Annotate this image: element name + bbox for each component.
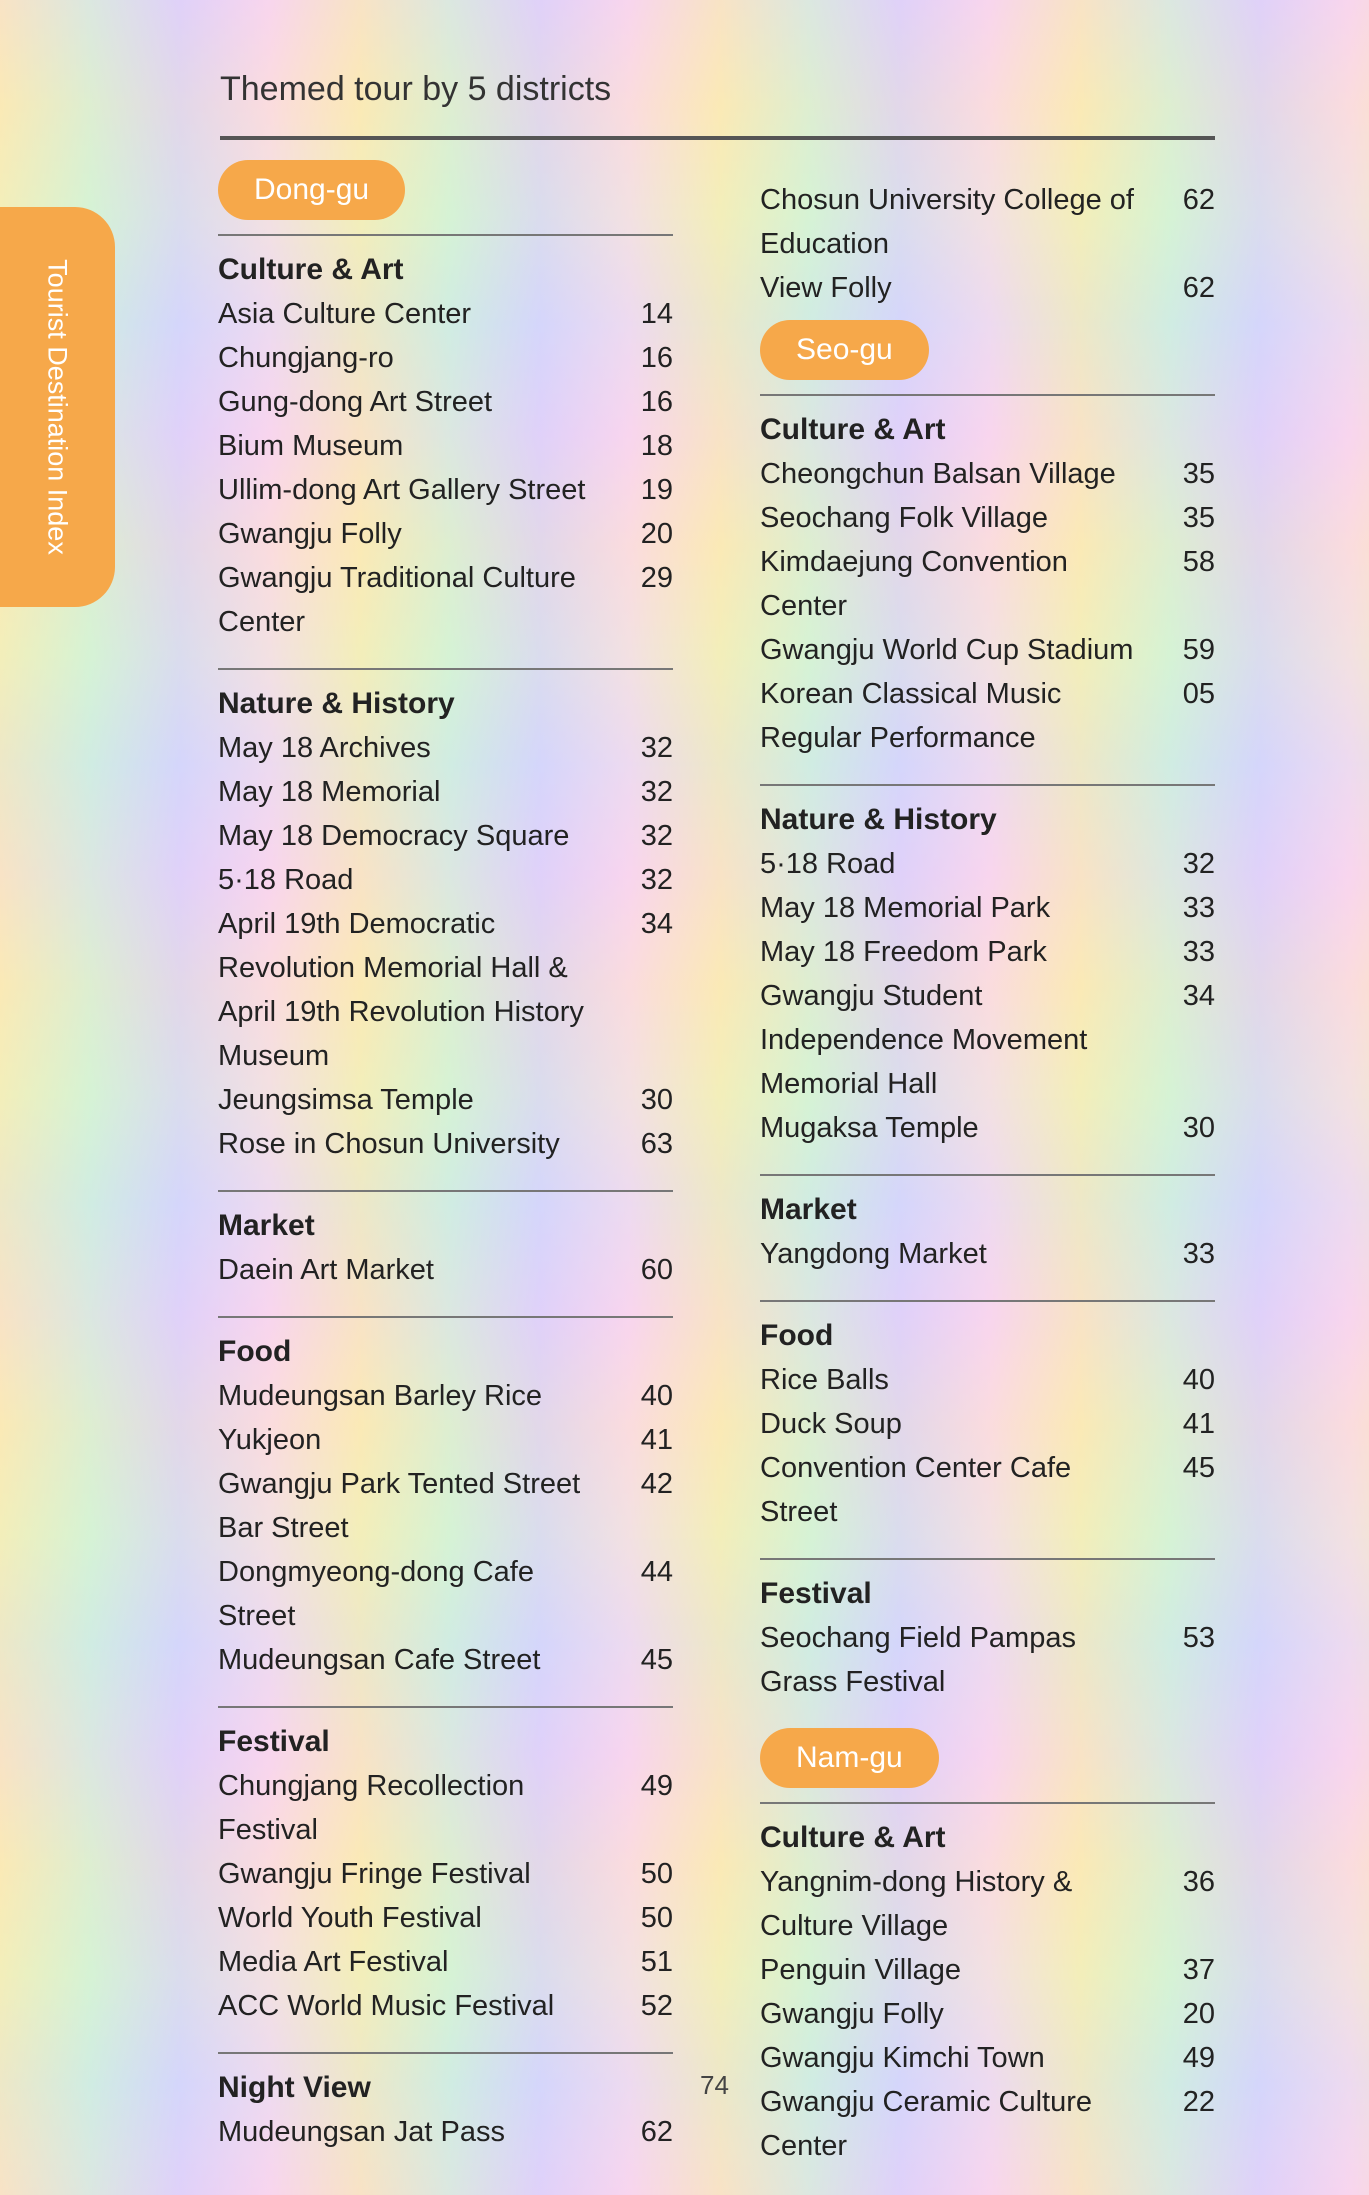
index-entry[interactable] [218, 556, 673, 644]
entry-name: Korean Classical Music Regular Performance [760, 678, 1062, 754]
entry-page-number: 51 [640, 1946, 673, 1978]
index-entry[interactable] [760, 2080, 1215, 2168]
category-title: Culture & Art [760, 413, 946, 446]
category-title: Festival [760, 1577, 872, 1610]
index-entry[interactable] [760, 1992, 1215, 2036]
entry-page-number: 59 [1182, 634, 1215, 666]
entry-page-number: 37 [1182, 1954, 1215, 1986]
entry-page-number: 62 [1182, 184, 1215, 216]
category-title: Nature & History [218, 687, 455, 720]
page-number: 74 [700, 2070, 729, 2100]
index-entry[interactable] [760, 930, 1215, 974]
entry-page-number: 35 [1182, 502, 1215, 534]
index-entry[interactable] [218, 1462, 673, 1550]
index-entry[interactable] [760, 886, 1215, 930]
entry-name: Kimdaejung Convention Center [760, 546, 1068, 622]
entry-name: Dongmyeong-dong Cafe Street [218, 1556, 534, 1632]
entry-name: Yangnim-dong History & Culture Village [760, 1866, 1073, 1942]
category-block [760, 786, 1215, 1176]
entry-page-number: 29 [640, 562, 673, 594]
entry-page-number: 32 [640, 820, 673, 852]
index-entry[interactable] [218, 1852, 673, 1896]
entry-page-number: 32 [640, 864, 673, 896]
index-entry[interactable] [218, 1550, 673, 1638]
entry-page-number: 49 [1182, 2042, 1215, 2074]
entry-page-number: 62 [640, 2116, 673, 2148]
entry-page-number: 34 [640, 908, 673, 940]
entry-page-number: 41 [1182, 1408, 1215, 1440]
entry-name: Gwangju Folly [760, 1998, 944, 2030]
index-entry[interactable] [218, 380, 673, 424]
entry-name: Yukjeon [218, 1424, 322, 1456]
entry-page-number: 33 [1182, 892, 1215, 924]
index-entry[interactable] [760, 842, 1215, 886]
entry-name: View Folly [760, 272, 892, 304]
index-entry[interactable] [218, 1764, 673, 1852]
entry-name: Jeungsimsa Temple [218, 1084, 474, 1116]
entry-name: Convention Center Cafe Street [760, 1452, 1072, 1528]
entry-name: Mudeungsan Cafe Street [218, 1644, 541, 1676]
entry-name: Bium Museum [218, 430, 404, 462]
entry-name: Chungjang-ro [218, 342, 394, 374]
entry-page-number: 14 [640, 298, 673, 330]
entry-page-number: 20 [640, 518, 673, 550]
entry-name: May 18 Memorial [218, 776, 441, 808]
entry-page-number: 33 [1182, 1238, 1215, 1270]
entry-page-number: 19 [640, 474, 673, 506]
entry-page-number: 32 [640, 732, 673, 764]
entry-name: Chosun University College of Education [760, 184, 1134, 260]
entry-name: Gwangju World Cup Stadium [760, 634, 1134, 666]
dong-gu-categories [218, 236, 673, 2178]
entry-name: Duck Soup [760, 1408, 902, 1440]
entry-page-number: 36 [1182, 1866, 1215, 1898]
entry-page-number: 44 [640, 1556, 673, 1588]
entry-page-number: 53 [1182, 1622, 1215, 1654]
seo-gu-categories [760, 396, 1215, 1728]
side-tab-label: Tourist Destination Index [42, 259, 73, 555]
entry-page-number: 32 [1182, 848, 1215, 880]
entry-page-number: 16 [640, 386, 673, 418]
entry-name: Seochang Field Pampas Grass Festival [760, 1622, 1076, 1698]
category-title: Culture & Art [218, 253, 404, 286]
entry-name: Gung-dong Art Street [218, 386, 493, 418]
entry-name: ACC World Music Festival [218, 1990, 555, 2022]
entry-name: Gwangju Student Independence Movement Memorial Hall [760, 980, 1088, 1100]
index-entry[interactable] [218, 1896, 673, 1940]
entry-page-number: 45 [1182, 1452, 1215, 1484]
index-entry[interactable] [218, 512, 673, 556]
index-entry[interactable] [218, 902, 673, 1078]
entry-page-number: 05 [1182, 678, 1215, 710]
entry-page-number: 42 [640, 1468, 673, 1500]
entry-page-number: 62 [1182, 272, 1215, 304]
entry-name: Mugaksa Temple [760, 1112, 979, 1144]
category-title: Food [218, 1335, 292, 1368]
category-title: Culture & Art [760, 1821, 946, 1854]
entry-name: World Youth Festival [218, 1902, 482, 1934]
entry-page-number: 40 [1182, 1364, 1215, 1396]
entry-name: Gwangju Park Tented Street Bar Street [218, 1468, 581, 1544]
entry-name: Chungjang Recollection Festival [218, 1770, 525, 1846]
index-entry[interactable] [760, 1860, 1215, 1948]
category-block [218, 1192, 673, 1318]
index-entry[interactable] [218, 1984, 673, 2028]
index-entry[interactable] [218, 770, 673, 814]
category-title: Nature & History [760, 803, 997, 836]
category-block [218, 236, 673, 670]
entry-name: Rice Balls [760, 1364, 889, 1396]
entry-page-number: 34 [1182, 980, 1215, 1012]
index-entry[interactable] [760, 178, 1215, 266]
index-entry[interactable] [218, 1374, 673, 1418]
index-entry[interactable] [218, 726, 673, 770]
category-block [760, 1560, 1215, 1728]
index-entry[interactable] [218, 2110, 673, 2154]
category-block [218, 670, 673, 1192]
index-entry[interactable] [760, 1232, 1215, 1276]
entry-name: Rose in Chosun University [218, 1128, 560, 1160]
entry-name: Yangdong Market [760, 1238, 987, 1270]
continued-list [760, 178, 1215, 320]
category-title: Market [218, 1209, 315, 1242]
entry-page-number: 49 [640, 1770, 673, 1802]
entry-page-number: 52 [640, 1990, 673, 2022]
category-title: Food [760, 1319, 834, 1352]
entry-page-number: 63 [640, 1128, 673, 1160]
index-entry[interactable] [218, 1248, 673, 1292]
index-entry[interactable] [218, 336, 673, 380]
entry-name: May 18 Archives [218, 732, 431, 764]
entry-name: Gwangju Ceramic Culture Center [760, 2086, 1093, 2162]
title-rule [220, 136, 1215, 140]
page-title: Themed tour by 5 districts [220, 70, 612, 108]
side-index-tab[interactable] [0, 207, 115, 607]
entry-name: 5·18 Road [760, 848, 896, 880]
index-entry[interactable] [760, 496, 1215, 540]
district-pill-nam-gu: Nam-gu [760, 1728, 939, 1788]
entry-page-number: 18 [640, 430, 673, 462]
category-block [218, 2054, 673, 2178]
index-entry[interactable] [760, 974, 1215, 1106]
category-block [218, 1708, 673, 2054]
index-entry[interactable] [218, 468, 673, 512]
index-entry[interactable] [218, 1940, 673, 1984]
entry-name: Mudeungsan Jat Pass [218, 2116, 505, 2148]
nam-gu-categories [760, 1804, 1215, 2192]
entry-page-number: 40 [640, 1380, 673, 1412]
category-block [760, 1804, 1215, 2192]
entry-name: Penguin Village [760, 1954, 962, 1986]
entry-page-number: 35 [1182, 458, 1215, 490]
index-entry[interactable] [760, 1402, 1215, 1446]
left-column [218, 160, 673, 2178]
category-block [760, 1302, 1215, 1560]
entry-name: Gwangju Fringe Festival [218, 1858, 531, 1890]
entry-page-number: 32 [640, 776, 673, 808]
category-title: Festival [218, 1725, 330, 1758]
index-entry[interactable] [760, 1106, 1215, 1150]
entry-name: 5·18 Road [218, 864, 354, 896]
index-entry[interactable] [760, 1948, 1215, 1992]
index-entry[interactable] [760, 266, 1215, 310]
index-entry[interactable] [218, 1418, 673, 1462]
entry-page-number: 33 [1182, 936, 1215, 968]
entry-name: Daein Art Market [218, 1254, 434, 1286]
category-block [760, 1176, 1215, 1302]
entry-name: May 18 Democracy Square [218, 820, 570, 852]
entry-page-number: 60 [640, 1254, 673, 1286]
entry-name: April 19th Democratic Revolution Memorial Hall & April 19th Revolution History Museum [218, 908, 584, 1072]
entry-page-number: 58 [1182, 546, 1215, 578]
index-entry[interactable] [760, 1616, 1215, 1704]
index-entry[interactable] [760, 540, 1215, 628]
index-entry[interactable] [218, 1078, 673, 1122]
index-entry[interactable] [218, 292, 673, 336]
index-entry[interactable] [760, 1358, 1215, 1402]
category-block [218, 1318, 673, 1708]
entry-name: Gwangju Kimchi Town [760, 2042, 1045, 2074]
category-title: Night View [218, 2071, 371, 2104]
entry-name: May 18 Freedom Park [760, 936, 1047, 968]
entry-page-number: 16 [640, 342, 673, 374]
category-block [760, 396, 1215, 786]
entry-name: Seochang Folk Village [760, 502, 1049, 534]
right-column [760, 178, 1215, 2192]
entry-page-number: 45 [640, 1644, 673, 1676]
entry-name: Ullim-dong Art Gallery Street [218, 474, 586, 506]
index-entry[interactable] [218, 1638, 673, 1682]
entry-page-number: 41 [640, 1424, 673, 1456]
entry-page-number: 50 [640, 1902, 673, 1934]
index-entry[interactable] [760, 2036, 1215, 2080]
entry-name: Mudeungsan Barley Rice [218, 1380, 543, 1412]
district-pill-dong-gu: Dong-gu [218, 160, 405, 220]
index-entry[interactable] [218, 858, 673, 902]
index-entry[interactable] [760, 1446, 1215, 1534]
entry-name: Asia Culture Center [218, 298, 472, 330]
index-entry[interactable] [760, 672, 1215, 760]
entry-name: May 18 Memorial Park [760, 892, 1051, 924]
entry-name: Gwangju Traditional Culture Center [218, 562, 576, 638]
entry-page-number: 30 [1182, 1112, 1215, 1144]
entry-page-number: 20 [1182, 1998, 1215, 2030]
index-entry[interactable] [760, 452, 1215, 496]
district-pill-seo-gu: Seo-gu [760, 320, 929, 380]
entry-page-number: 50 [640, 1858, 673, 1890]
entry-page-number: 30 [640, 1084, 673, 1116]
index-entry[interactable] [218, 1122, 673, 1166]
index-entry[interactable] [218, 814, 673, 858]
entry-name: Cheongchun Balsan Village [760, 458, 1116, 490]
index-entry[interactable] [218, 424, 673, 468]
category-title: Market [760, 1193, 857, 1226]
entry-name: Gwangju Folly [218, 518, 402, 550]
entry-page-number: 22 [1182, 2086, 1215, 2118]
index-entry[interactable] [760, 628, 1215, 672]
entry-name: Media Art Festival [218, 1946, 449, 1978]
